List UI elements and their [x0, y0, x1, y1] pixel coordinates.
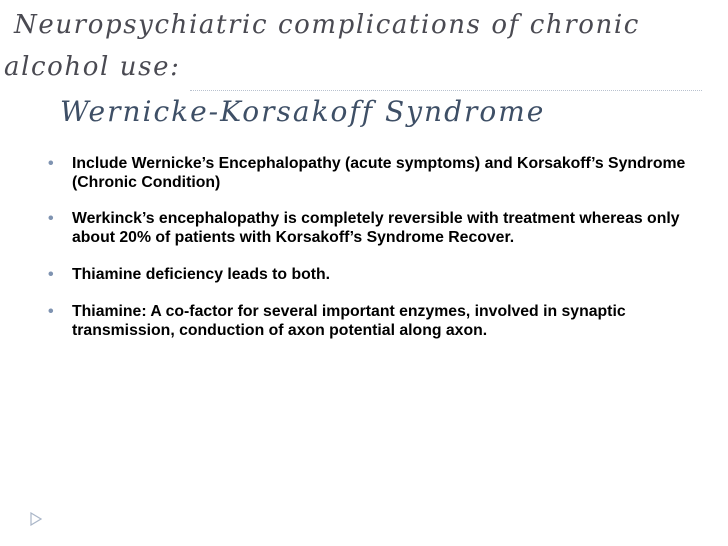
bullet-dot-icon: • [48, 303, 54, 320]
bullet-text: Include Wernicke’s Encephalopathy (acute symptoms) and Korsakoff’s Syndrome (Chronic Condition) [72, 155, 686, 191]
bullet-text: Thiamine: A co-factor for several important enzymes, involved in synaptic transmission, conduction of axon potential along axon. [72, 303, 626, 339]
bullet-item [48, 209, 724, 247]
bullet-item [48, 265, 724, 284]
bullet-text: Werkinck’s encephalopathy is completely reversible with treatment whereas only about 20% of patients with Korsakoff’s Syndrome Recover. [72, 210, 680, 246]
bullet-dot-icon: • [48, 210, 54, 227]
bullet-item [48, 302, 724, 340]
play-triangle-icon-graphic [30, 512, 42, 526]
title-line-1: Neuropsychiatric complications of chronic [14, 10, 640, 40]
play-triangle-icon[interactable] [30, 512, 42, 526]
bullet-dot-icon: • [48, 266, 54, 283]
title-line-2: alcohol use: [4, 52, 181, 82]
bullet-dot-icon: • [48, 155, 54, 172]
bullet-list [48, 154, 724, 356]
slide-subtitle: Wernicke-Korsakoff Syndrome [60, 95, 546, 128]
bullet-item [48, 154, 724, 192]
bullet-text: Thiamine deficiency leads to both. [72, 266, 331, 283]
slide-title [4, 4, 704, 88]
title-divider [190, 90, 702, 91]
